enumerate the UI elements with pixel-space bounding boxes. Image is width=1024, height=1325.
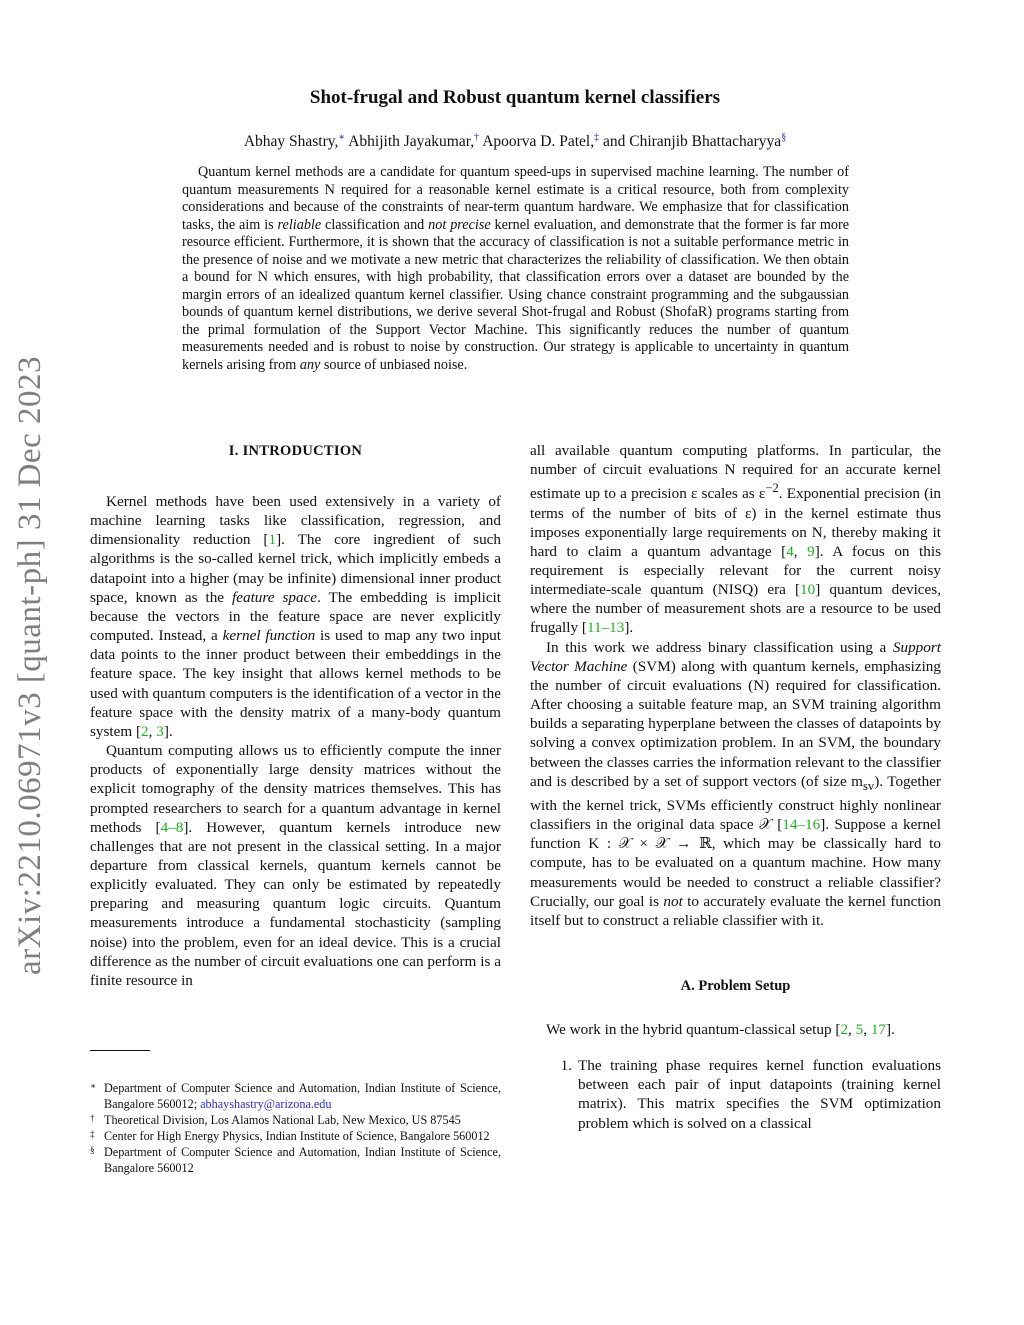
citation-link[interactable]: 10 — [800, 581, 816, 599]
citation-link[interactable]: 4–8 — [160, 818, 184, 836]
footnote-mark: ∗ — [90, 1081, 97, 1091]
numbered-list-item — [530, 1056, 941, 1133]
author-mark[interactable]: † — [474, 132, 480, 143]
author-list: Abhay Shastry,∗ Abhijith Jayakumar,† Apoorva D. Patel,‡ and Chiranjib Bhattacharyya§ — [243, 132, 787, 151]
right-column — [530, 441, 941, 1133]
email-link[interactable]: abhayshastry@arizona.edu — [200, 1097, 332, 1111]
list-number: 1. — [560, 1057, 572, 1075]
author-name: Chiranjib Bhattacharyya — [629, 133, 782, 151]
author-name: Abhijith Jayakumar, — [348, 133, 475, 151]
citation-link[interactable]: 2 — [840, 1021, 849, 1038]
author-mark[interactable]: § — [781, 132, 787, 143]
arxiv-id-text: arXiv:2210.06971v3 [quant-ph] 31 Dec 2023 — [11, 355, 48, 975]
footnote-mark: ‡ — [90, 1129, 95, 1139]
author-mark[interactable]: ‡ — [594, 132, 600, 143]
right-paragraph-3: We work in the hybrid quantum-classical setup [2, 5, 17]. — [546, 1021, 895, 1038]
intro-paragraph-1: Kernel methods have been used extensively in a variety of machine learning tasks like classification, regression, and dimensionality reduction [1]. The core ingredient of such algorithms is the so-called kernel trick, which implicitly embeds a datapoint into a higher (may be infinite) dimensional inner product space, known as the feature space. The embedding is implicit because the vectors in the feature space are never explicitly computed. Instead, a kernel function is used to map any two input data points to the inner product between their embeddings in the feature space. The key insight that allows kernel methods to be used with quantum computers is the identification of a vector in the feature space with the density matrix of a many-body quantum system [2, 3]. — [90, 493, 502, 740]
paper-title: Shot-frugal and Robust quantum kernel classifiers — [309, 87, 721, 108]
right-paragraph-1: all available quantum computing platforms. In particular, the number of circuit evaluations N required for an accurate kernel estimate up to a precision ε scales as $\varepsilon^{-2}$. Exponential precision (in terms of the number of bits of ε) in the kernel estimate thus imposes exponentially large requirements on N, thereby making it hard to claim a quantum advantage [4, 9]. A focus on this requirement is especially relevant for the current noisy intermediate-scale quantum (NISQ) era [10] quantum devices, where the number of measurement shots are a resource to be used frugally [11–13]. — [530, 442, 942, 637]
footnote: ∗ Department of Computer Science and Automation, Indian Institute of Science, Bangalore 560012; abhayshastry@arizona.edu — [90, 1081, 501, 1111]
citation-link[interactable]: 5 — [855, 1021, 864, 1038]
footnote: § Department of Computer Science and Automation, Indian Institute of Science, Bangalore 560012 — [90, 1145, 501, 1175]
citation-link[interactable]: 11–13 — [586, 619, 625, 637]
abstract: Quantum kernel methods are a candidate for quantum speed-ups in supervised machine learning. The number of quantum measurements N required for a reasonable kernel estimate is a critical resource, both from complexity considerations and because of the constraints of near-term quantum hardware. We emphasize that for classification tasks, the aim is reliable classification and not precise kernel evaluation, and demonstrate that the former is far more resource efficient. Furthermore, it is shown that the accuracy of classification is not a suitable performance metric in the presence of noise and we motivate a new metric that characterizes the reliability of classification. We then obtain a bound for N which ensures, with high probability, that classification errors over a dataset are bounded by the margin errors of an idealized quantum kernel classifier. Using chance constraint programming and the subgaussian bounds of quantum kernel distributions, we derive several Shot-frugal and Robust (ShofaR) programs starting from the primal formulation of the Support Vector Machine. This significantly reduces the number of quantum measurements needed and is robust to noise by construction. Our strategy is applicable to uncertainty in quantum kernels arising from any source of unbiased noise. — [182, 164, 849, 374]
citation-link[interactable]: 3 — [156, 722, 164, 740]
footnote: † Theoretical Division, Los Alamos National Lab, New Mexico, US 87545 — [90, 1113, 461, 1127]
left-column — [90, 441, 501, 990]
subsection-heading-problem-setup: A. Problem Setup — [680, 978, 791, 994]
footnote-mark: † — [90, 1113, 95, 1123]
author-name: Abhay Shastry, — [243, 133, 339, 151]
citation-link[interactable]: 14–16 — [782, 816, 821, 834]
author-name: Apoorva D. Patel, — [482, 133, 595, 151]
footnote-mark: § — [90, 1145, 95, 1155]
citation-link[interactable]: 1 — [268, 531, 277, 549]
right-paragraph-2: In this work we address binary classification using a Support Vector Machine (SVM) along with quantum kernels, emphasizing the number of circuit evaluations (N) required for classification. After choosing a suitable feature map, an SVM training algorithm builds a separating hyperplane between the classes of datapoints by solving a convex optimization problem. In an SVM, the boundary between the classes carries the information relevant to the classifier and is described by a set of support vectors (of size $m_{sv}$). Together with the kernel trick, SVMs efficiently construct highly nonlinear classifiers in the original data space 𝒳 [14–16]. Suppose a kernel function K : 𝒳 × 𝒳 → ℝ, which may be classically hard to compute, has to be evaluated on a quantum machine. How many measurements would be needed to construct a reliable classifier? Crucially, our goal is not to accurately evaluate the kernel function itself but to construct a reliable classifier with it. — [530, 638, 941, 929]
arxiv-watermark — [10, 340, 50, 990]
footnotes — [90, 1080, 501, 1176]
citation-link[interactable]: 2 — [141, 722, 149, 740]
list-text: The training phase requires kernel function evaluations between each pair of input datapoints (training kernel matrix). This matrix specifies the SVM optimization problem which is solved on a classical — [578, 1057, 941, 1132]
citation-link[interactable]: 17 — [870, 1021, 886, 1038]
footnote-divider — [90, 1050, 150, 1051]
intro-paragraph-2: Quantum computing allows us to efficiently compute the inner products of exponentially large density matrices without the explicit tomography of the density matrices themselves. This has prompted researchers to search for a quantum advantage in kernel methods [4–8]. However, quantum kernels introduce new challenges that are not present in the classical setting. In a major departure from classical kernels, quantum kernels cannot be explicitly evaluated. They can only be estimated by repeatedly preparing and measuring quantum logic circuits. Quantum measurements introduce a fundamental stochasticity (sampling noise) into the problem, even for an ideal device. This is a crucial difference as the number of circuit evaluations one can perform is a finite resource in — [90, 742, 501, 989]
footnote: ‡ Center for High Energy Physics, Indian Institute of Science, Bangalore 560012 — [90, 1129, 490, 1143]
section-heading-introduction: I. INTRODUCTION — [228, 443, 363, 459]
author-mark[interactable]: ∗ — [338, 132, 346, 143]
citation-link[interactable]: 9 — [807, 542, 815, 560]
citation-link[interactable]: 4 — [786, 542, 794, 560]
